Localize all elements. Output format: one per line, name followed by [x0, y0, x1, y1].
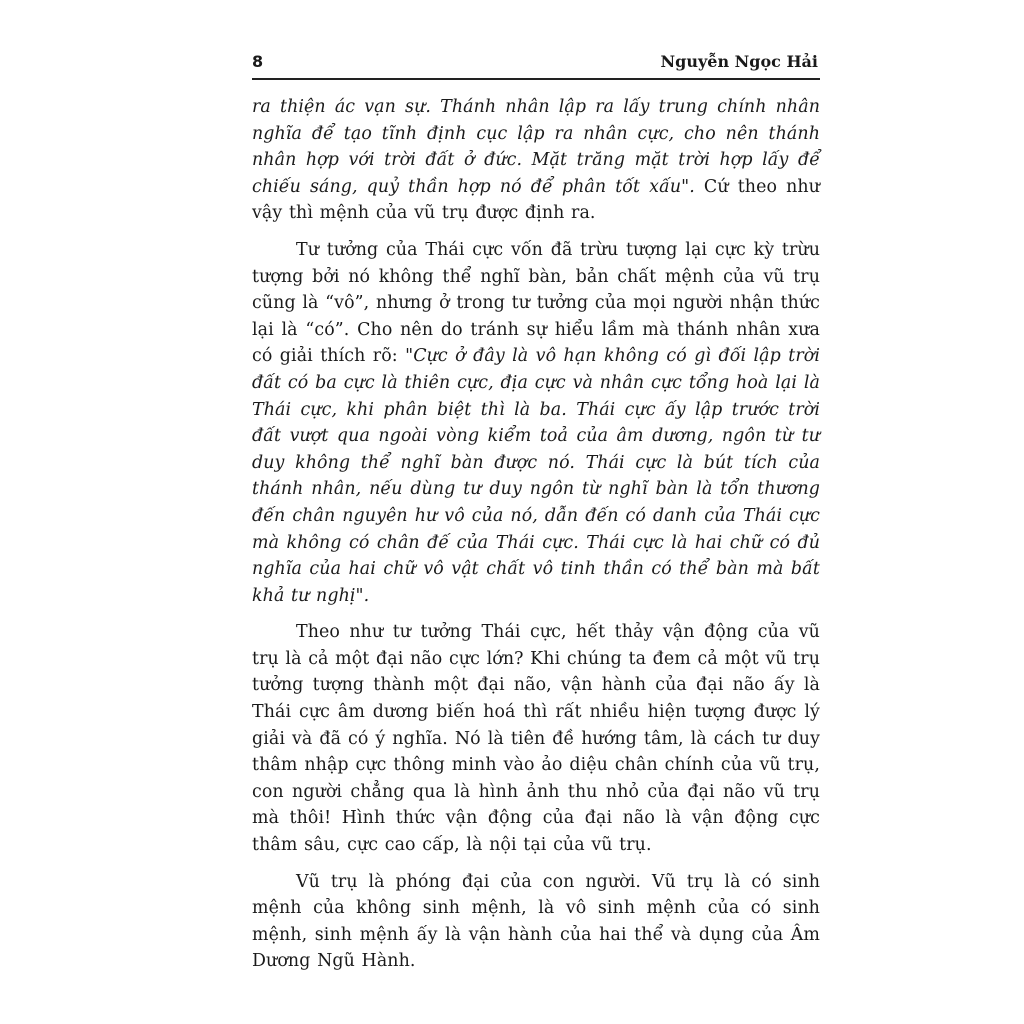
paragraph-1-text: Cứ theo như vậy thì mệnh của vũ trụ được định ra.: [252, 176, 820, 224]
page-header: [252, 44, 820, 80]
paragraph-3: Theo như tư tưởng Thái cực, hết thảy vận động của vũ trụ là cả một đại não cực lớn? Khi chúng ta đem cả một vũ trụ tưởng tượng thành một đại não, vận hành của đại não ấy là Thái cực âm dương biến hoá thì rất nhiều hiện tượng được lý giải và đã có ý nghĩa. Nó là tiên đề hướng tâm, là cách tư duy thâm nhập cực thông minh vào ảo diệu chân chính của vũ trụ, con người chẳng qua là hình ảnh thu nhỏ của đại não vũ trụ mà thôi! Hình thức vận động của đại não là vận động cực thâm sâu, cực cao cấp, là nội tại của vũ trụ.: [252, 622, 820, 856]
body-text: [252, 94, 820, 975]
running-head-author: Nguyễn Ngọc Hải: [660, 52, 818, 71]
page-number: 8: [252, 52, 264, 71]
paragraph-4: Vũ trụ là phóng đại của con người. Vũ trụ là có sinh mệnh của không sinh mệnh, là vô sinh mệnh của có sinh mệnh, sinh mệnh ấy là vận hành của hai thể và dụng của Âm Dương Ngũ Hành.: [252, 871, 820, 972]
paragraph-1-quote: ra thiện ác vạn sự. Thánh nhân lập ra lấy trung chính nhân nghĩa để tạo tĩnh định cục lập ra nhân cực, cho nên thánh nhân hợp với trời đất ở đức. Mặt trăng mặt trời hợp lấy để chiếu sáng, quỷ thần hợp nó để phân tốt xấu".: [252, 97, 820, 197]
paragraph-2-text: Tư tưởng của Thái cực vốn đã trừu tượng lại cực kỳ trừu tượng bởi nó không thể nghĩ bàn, bản chất mệnh của vũ trụ cũng là “vô”, nhưng ở trong tư tưởng của mọi người nhận thức lại là “có”. Cho nên do tránh sự hiểu lầm mà thánh nhân xưa có giải thích rõ:: [252, 239, 820, 367]
paragraph-2-quote: "Cực ở đây là vô hạn không có gì đối lập trời đất có ba cực là thiên cực, địa cực và nhân cực tổng hoà lại là Thái cực, khi phân biệt thì là ba. Thái cực ấy lập trước trời đất vượt qua ngoài vòng kiểm toả của âm dương, ngôn từ tư duy không thể nghĩ bàn được nó. Thái cực là bút tích của thánh nhân, nếu dùng tư duy ngôn từ nghĩ bàn là tổn thương đến chân nguyên hư vô của nó, dẫn đến có danh của Thái cực mà không có chân đế của Thái cực. Thái cực là hai chữ có đủ nghĩa của hai chữ vô vật chất vô tinh thần có thể bàn mà bất khả tư nghị".: [252, 346, 820, 606]
book-page: [252, 44, 820, 975]
paragraph-1: [252, 94, 820, 227]
paragraph-2: [252, 237, 820, 609]
